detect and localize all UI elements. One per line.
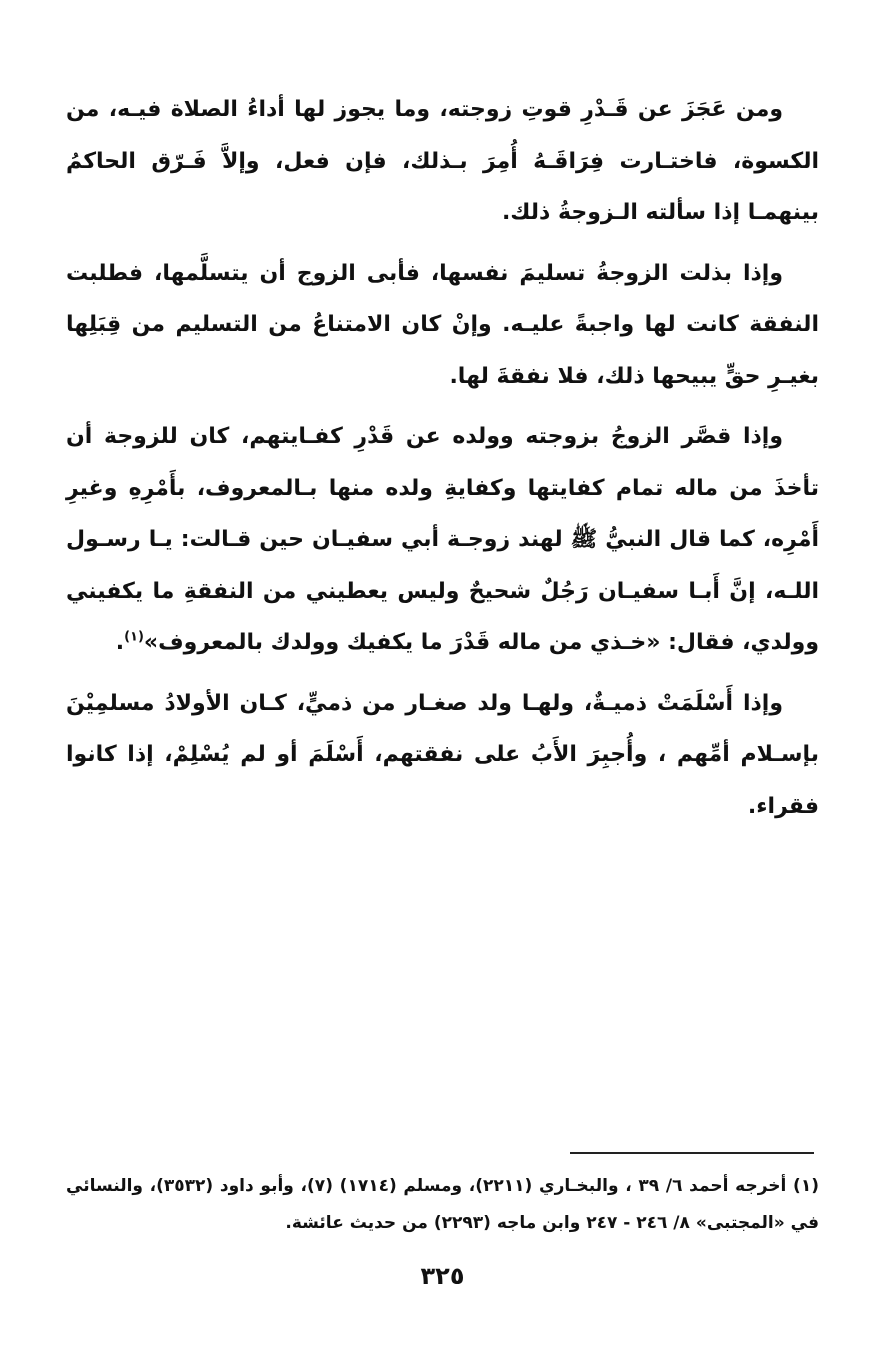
paragraph-3: وإذا قصَّر الزوجُ بزوجته وولده عن قَدْرِ كفـايتهم، كان للزوجة أن تأخذَ من ماله تمام كفايتها وكفايةِ ولده منها بـالمعروف، بأَمْرِهِ وغيرِ أَمْرِه، كما قال النبيُّ ﷺ لهند زوجـة أبي سفيـان حين قـالت: يـا رسـول اللـه، إنَّ أَبـا سفيـان رَجُلٌ شحيحٌ وليس يعطيني من النفقةِ ما يكفيني وولدي، فقال: «خـذي من ماله قَدْرَ ما يكفيك وولدك بالمعروف»$^{(١)}$. <box>66 424 819 655</box>
footnote-1: (١) أخرجه أحمد ٦/ ٣٩ ، والبخـاري (٢٢١١)، ومسلم (١٧١٤) (٧)، وأبو داود (٣٥٣٢)، والنسائي في «المجتبى» ٨/ ٢٤٦ - ٢٤٧ وابن ماجه (٢٢٩٣) من حديث عائشة. <box>66 1176 819 1233</box>
paragraph-2: وإذا بذلت الزوجةُ تسليمَ نفسها، فأبى الزوج أن يتسلَّمها، فطلبت النفقة كانت لها واجبةً عليـه. وإنْ كان الامتناعُ من التسليم من قِبَلِها بغيـرِ حقٍّ يبيحها ذلك، فلا نفقةَ لها. <box>66 260 819 389</box>
paragraph-4: وإذا أَسْلَمَتْ ذميـةٌ، ولهـا ولد صغـار من ذميٍّ، كـان الأولادُ مسلمِيْنَ بإسـلام أمِّهم ، وأُجبِرَ الأَبُ على نفقتهم، أَسْلَمَ أو لم يُسْلِمْ، إذا كانوا فقراء. <box>66 690 819 819</box>
page-number: ٣٢٥ <box>420 1262 465 1290</box>
footnote-separator <box>570 1152 814 1154</box>
main-text <box>66 84 819 841</box>
paragraph-3-text: وإذا قصَّر الزوجُ بزوجته وولده عن قَدْرِ كفـايتهم، كان للزوجة أن تأخذَ من ماله تمام كفايتها وكفايةِ ولده منها بـالمعروف، بأَمْرِهِ وغيرِ أَمْرِه، كما قال النبيُّ ﷺ لهند زوجـة أبي سفيـان حين قـالت: يـا رسـول اللـه، إنَّ أَبـا سفيـان رَجُلٌ شحيحٌ وليس يعطيني من النفقةِ ما يكفيني وولدي، فقال: «خـذي من ماله قَدْرَ ما يكفيك وولدك بالمعروف» <box>66 424 819 655</box>
footnote-reference: (١) <box>124 629 144 645</box>
footnotes <box>66 1168 819 1242</box>
paragraph-1: ومن عَجَزَ عن قَـدْرِ قوتِ زوجته، وما يجوز لها أداءُ الصلاة فيـه، من الكسوة، فاختـارت فِرَاقَـهُ أُمِرَ بـذلك، فإن فعل، وإلاَّ فَـرّق الحاكمُ بينهمـا إذا سألته الـزوجةُ ذلك. <box>66 97 819 225</box>
